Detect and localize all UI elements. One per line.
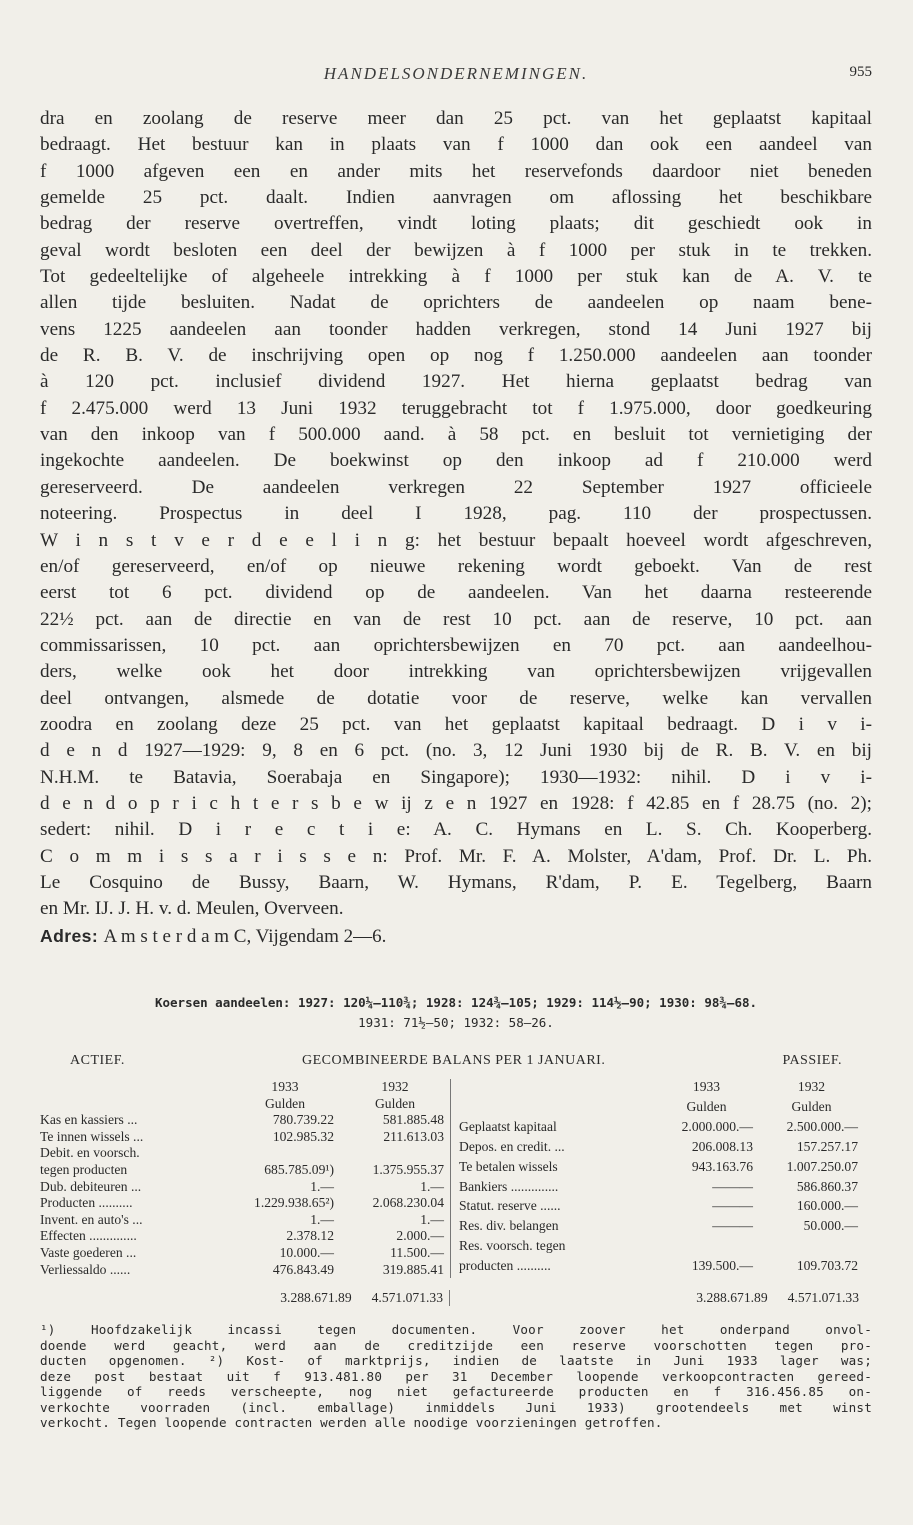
actief-row-label: Effecten .............. — [40, 1228, 137, 1244]
actief-row-label: Kas en kassiers ... — [40, 1112, 138, 1128]
passief-row-1932: 1.007.250.07 — [786, 1158, 858, 1174]
actief-row-1932: 1.375.955.37 — [372, 1161, 444, 1177]
body-line: Le Cosquino de Bussy, Baarn, W. Hymans, R'dam, P. E. Tegelberg, Baarn — [40, 871, 872, 893]
body-line: 22½ pct. aan de directie en van de rest 10 pct. aan de reserve, 10 pct. aan — [40, 608, 872, 630]
body-line: ders, welke ook het door intrekking van oprichtersbewijzen vrijgevallen — [40, 661, 872, 683]
body-line: noteering. Prospectus in deel I 1928, pag. 110 der prospectussen. — [40, 503, 872, 525]
passief-row-1932: 586.860.37 — [796, 1178, 858, 1194]
passief-blank — [459, 1079, 654, 1096]
body-line: à 120 pct. inclusief dividend 1927. Het hierna geplaatst bedrag van — [40, 371, 872, 393]
passief-row-label: Depos. en credit. ... — [459, 1138, 565, 1154]
actief-row-1932: 319.885.41 — [382, 1261, 444, 1277]
actief-row-label: Verliessaldo ...... — [40, 1261, 131, 1277]
total-passief-1933: 3.288.671.89 — [696, 1290, 768, 1306]
passief-row-1933: ——— — [712, 1198, 753, 1214]
passief-blank — [459, 1099, 654, 1116]
body-line: Tot gedeeltelijke of algeheele intrekking à f 1000 per stuk kan de A. V. te — [40, 266, 872, 288]
actief-row-1932: 11.500.— — [390, 1244, 444, 1260]
body-line: bedrag der reserve overtreffen, vindt loting plaats; dit geschiedt ook in — [40, 213, 872, 235]
body-line: en Mr. IJ. J. H. v. d. Meulen, Overveen. — [40, 898, 344, 920]
running-title: HANDELSONDERNEMINGEN. — [323, 64, 589, 83]
body-line: C o m m i s s a r i s s e n: Prof. Mr. F. A. Molster, A'dam, Prof. Dr. L. Ph. — [40, 845, 872, 867]
actief-blank — [40, 1079, 230, 1096]
koersen-line-2: 1931: 71½—50; 1932: 58—26. — [358, 1015, 554, 1030]
balance-title: GECOMBINEERDE BALANS PER 1 JANUARI. — [301, 1053, 606, 1068]
address-label: Adres: — [40, 925, 99, 946]
body-line: bedraagt. Het bestuur kan in plaats van f 1000 dan ook een aandeel van — [40, 134, 872, 156]
body-line: f 1000 afgeven een en ander mits het reservefonds daardoor niet beneden — [40, 160, 872, 182]
actief-row-1932 — [340, 1145, 450, 1162]
actief-row-1933 — [230, 1145, 340, 1162]
footnote-line: liggende of reeds verscheepte, nog niet gefactureerde producten en f 316.456.85 on- — [40, 1384, 872, 1400]
actief-unit: Gulden — [264, 1095, 306, 1111]
actief-blank — [40, 1096, 230, 1113]
actief-row-1932: 2.068.230.04 — [372, 1195, 444, 1211]
passief-unit: Gulden — [686, 1098, 727, 1114]
actief-row-label: Te innen wissels ... — [40, 1128, 144, 1144]
passief-row-1933: 139.500.— — [691, 1258, 753, 1274]
koersen-line-1: Koersen aandeelen: 1927: 120¼—110¾; 1928: 124¾—105; 1929: 114½—90; 1930: 98¾—68. — [154, 995, 758, 1010]
passief-row-1932: 157.257.17 — [796, 1138, 858, 1154]
footnote-line: deze post bestaat uit f 913.481.80 per 31 December loopende verkoopcontracten gereed- — [40, 1368, 872, 1384]
body-line: ingekochte aandeelen. De boekwinst op den inkoop ad f 210.000 werd — [40, 450, 872, 472]
actief-totals — [40, 1290, 450, 1306]
footnotes — [40, 1322, 872, 1431]
body-line: commissarissen, 10 pct. aan oprichtersbewijzen en 70 pct. aan aandeelhou- — [40, 634, 872, 656]
passief-side — [451, 1079, 872, 1278]
passief-row-label: Res. voorsch. tegen — [459, 1238, 566, 1254]
passief-row-label: Geplaatst kapitaal — [459, 1118, 557, 1134]
passief-row-1932: 2.500.000.— — [786, 1118, 858, 1134]
body-line: de R. B. V. de inschrijving open op nog f 1.250.000 aandeelen aan toonder — [40, 345, 872, 367]
body-line: vens 1225 aandeelen aan toonder hadden verkregen, stond 14 Juni 1927 bij — [40, 318, 872, 340]
footnote-line: ¹) Hoofdzakelijk incassi tegen documenten. Voor zoover het onderpand onvol- — [40, 1322, 872, 1338]
passief-row-label: producten .......... — [459, 1258, 551, 1274]
actief-row-1933: 2.378.12 — [286, 1228, 334, 1244]
passief-row-label: Bankiers .............. — [459, 1178, 559, 1194]
body-line: f 2.475.000 werd 13 Juni 1932 teruggebracht tot f 1.975.000, door goedkeuring — [40, 397, 872, 419]
actief-row-label: tegen producten — [40, 1161, 128, 1177]
actief-row-1932: 211.613.03 — [383, 1128, 444, 1144]
actief-side — [40, 1079, 451, 1278]
passief-row-1933: ——— — [712, 1218, 753, 1234]
document-page — [40, 56, 872, 1431]
actief-row-1932: 2.000.— — [396, 1228, 444, 1244]
actief-row-1932: 1.— — [420, 1211, 444, 1227]
body-line: eerst tot 6 pct. dividend op de aandeelen. Van het daarna resteerende — [40, 582, 872, 604]
total-passief-1932: 4.571.071.33 — [787, 1290, 859, 1306]
actief-row-label: Vaste goederen ... — [40, 1244, 137, 1260]
passief-row-1933 — [654, 1238, 759, 1255]
footnote-line: verkochte voorraden (incl. emballage) inmiddels Juni 1933) grootendeels met winst — [40, 1399, 872, 1415]
passief-row-label: Te betalen wissels — [459, 1158, 558, 1174]
passief-row-1933: ——— — [712, 1178, 753, 1194]
body-line: gereserveerd. De aandeelen verkregen 22 September 1927 officieele — [40, 476, 872, 498]
passief-row-1933: 206.008.13 — [691, 1138, 753, 1154]
body-line: dra en zoolang de reserve meer dan 25 pct. van het geplaatst kapitaal — [40, 108, 872, 129]
actief-row-label: Debit. en voorsch. — [40, 1145, 140, 1161]
footnote-line: verkocht. Tegen loopende contracten werden alle noodige voorzieningen getroffen. — [40, 1415, 663, 1431]
address-line — [40, 923, 872, 949]
passief-year-1932: 1932 — [797, 1079, 826, 1094]
balance-sheet — [40, 1079, 872, 1278]
body-line: van den inkoop van f 500.000 aand. à 58 pct. en besluit tot vernietiging der — [40, 424, 872, 446]
actief-row-1933: 1.229.938.65²) — [254, 1195, 334, 1211]
body-line: d e n d o p r i c h t e r s b e w ij z e n 1927 en 1928: f 42.85 en f 28.75 (no. 2); — [40, 792, 872, 814]
page-header — [40, 56, 872, 90]
actief-row-label: Producten .......... — [40, 1195, 133, 1211]
actief-row-label: Invent. en auto's ... — [40, 1211, 143, 1227]
address-value: A m s t e r d a m C, Vijgendam 2—6. — [103, 925, 387, 947]
body-line: sedert: nihil. D i r e c t i e: A. C. Hymans en L. S. Ch. Kooperberg. — [40, 819, 872, 841]
body-line: allen tijde besluiten. Nadat de oprichters de aandeelen op naam bene- — [40, 292, 872, 314]
actief-row-1933: 780.739.22 — [272, 1112, 334, 1128]
passief-row-label: Statut. reserve ...... — [459, 1198, 561, 1214]
actief-row-1932: 581.885.48 — [382, 1112, 444, 1128]
total-actief-1933: 3.288.671.89 — [280, 1290, 352, 1306]
passief-row-1932: 160.000.— — [796, 1198, 858, 1214]
body-line: deel ontvangen, alsmede de dotatie voor de reserve, welke kan vervallen — [40, 687, 872, 709]
body-line: N.H.M. te Batavia, Soerabaja en Singapore); 1930—1932: nihil. D i v i- — [40, 766, 872, 788]
actief-row-1933: 102.985.32 — [272, 1128, 334, 1144]
actief-row-1933: 10.000.— — [279, 1244, 334, 1260]
actief-year-1932: 1932 — [381, 1079, 409, 1094]
passief-row-1933: 2.000.000.— — [681, 1118, 753, 1134]
body-line: en/of gereserveerd, en/of op nieuwe rekening wordt geboekt. Van de rest — [40, 555, 872, 577]
passief-row-1933: 943.163.76 — [691, 1158, 753, 1174]
footnote-line: doende werd geacht, werd aan de creditzijde een reserve voorschotten tegen pro- — [40, 1337, 872, 1353]
passief-row-1932: 50.000.— — [803, 1218, 858, 1234]
passief-row-1932: 109.703.72 — [796, 1258, 858, 1274]
passief-label: PASSIEF. — [782, 1053, 842, 1068]
actief-row-1933: 1.— — [310, 1178, 334, 1194]
passief-unit: Gulden — [791, 1098, 832, 1114]
body-text — [40, 106, 872, 923]
actief-unit: Gulden — [374, 1095, 416, 1111]
koersen-block — [40, 993, 872, 1033]
actief-label: ACTIEF. — [70, 1053, 125, 1068]
footnote-line: ducten opgenomen. ²) Kost- of marktprijs, indien de laatste in Juni 1933 lager was; — [40, 1353, 872, 1369]
actief-row-label: Dub. debiteuren ... — [40, 1178, 142, 1194]
passief-year-1933: 1933 — [692, 1079, 721, 1094]
actief-row-1933: 476.843.49 — [272, 1261, 334, 1277]
body-line: gemelde 25 pct. daalt. Indien aanvragen om aflossing het beschikbare — [40, 187, 872, 209]
actief-row-1932: 1.— — [420, 1178, 444, 1194]
page-number: 955 — [849, 64, 872, 80]
passief-row-1932 — [759, 1238, 864, 1255]
passief-row-label: Res. div. belangen — [459, 1218, 559, 1234]
body-line: zoodra en zoolang deze 25 pct. van het geplaatst kapitaal bedraagt. D i v i- — [40, 713, 872, 735]
body-line: W i n s t v e r d e e l i n g: het bestuur bepaalt hoeveel wordt afgeschreven, — [40, 529, 872, 551]
body-line: geval wordt besloten een deel der bewijzen à f 1000 per stuk in te trekken. — [40, 239, 872, 261]
passief-totals — [450, 1290, 865, 1306]
balance-totals — [40, 1290, 872, 1306]
actief-row-1933: 685.785.09¹) — [264, 1161, 334, 1177]
body-line: d e n d 1927—1929: 9, 8 en 6 pct. (no. 3, 12 Juni 1930 bij de R. B. V. en bij — [40, 740, 872, 762]
actief-year-1933: 1933 — [271, 1079, 299, 1094]
actief-row-1933: 1.— — [310, 1211, 334, 1227]
balance-header — [40, 1053, 872, 1069]
total-actief-1932: 4.571.071.33 — [371, 1290, 443, 1306]
